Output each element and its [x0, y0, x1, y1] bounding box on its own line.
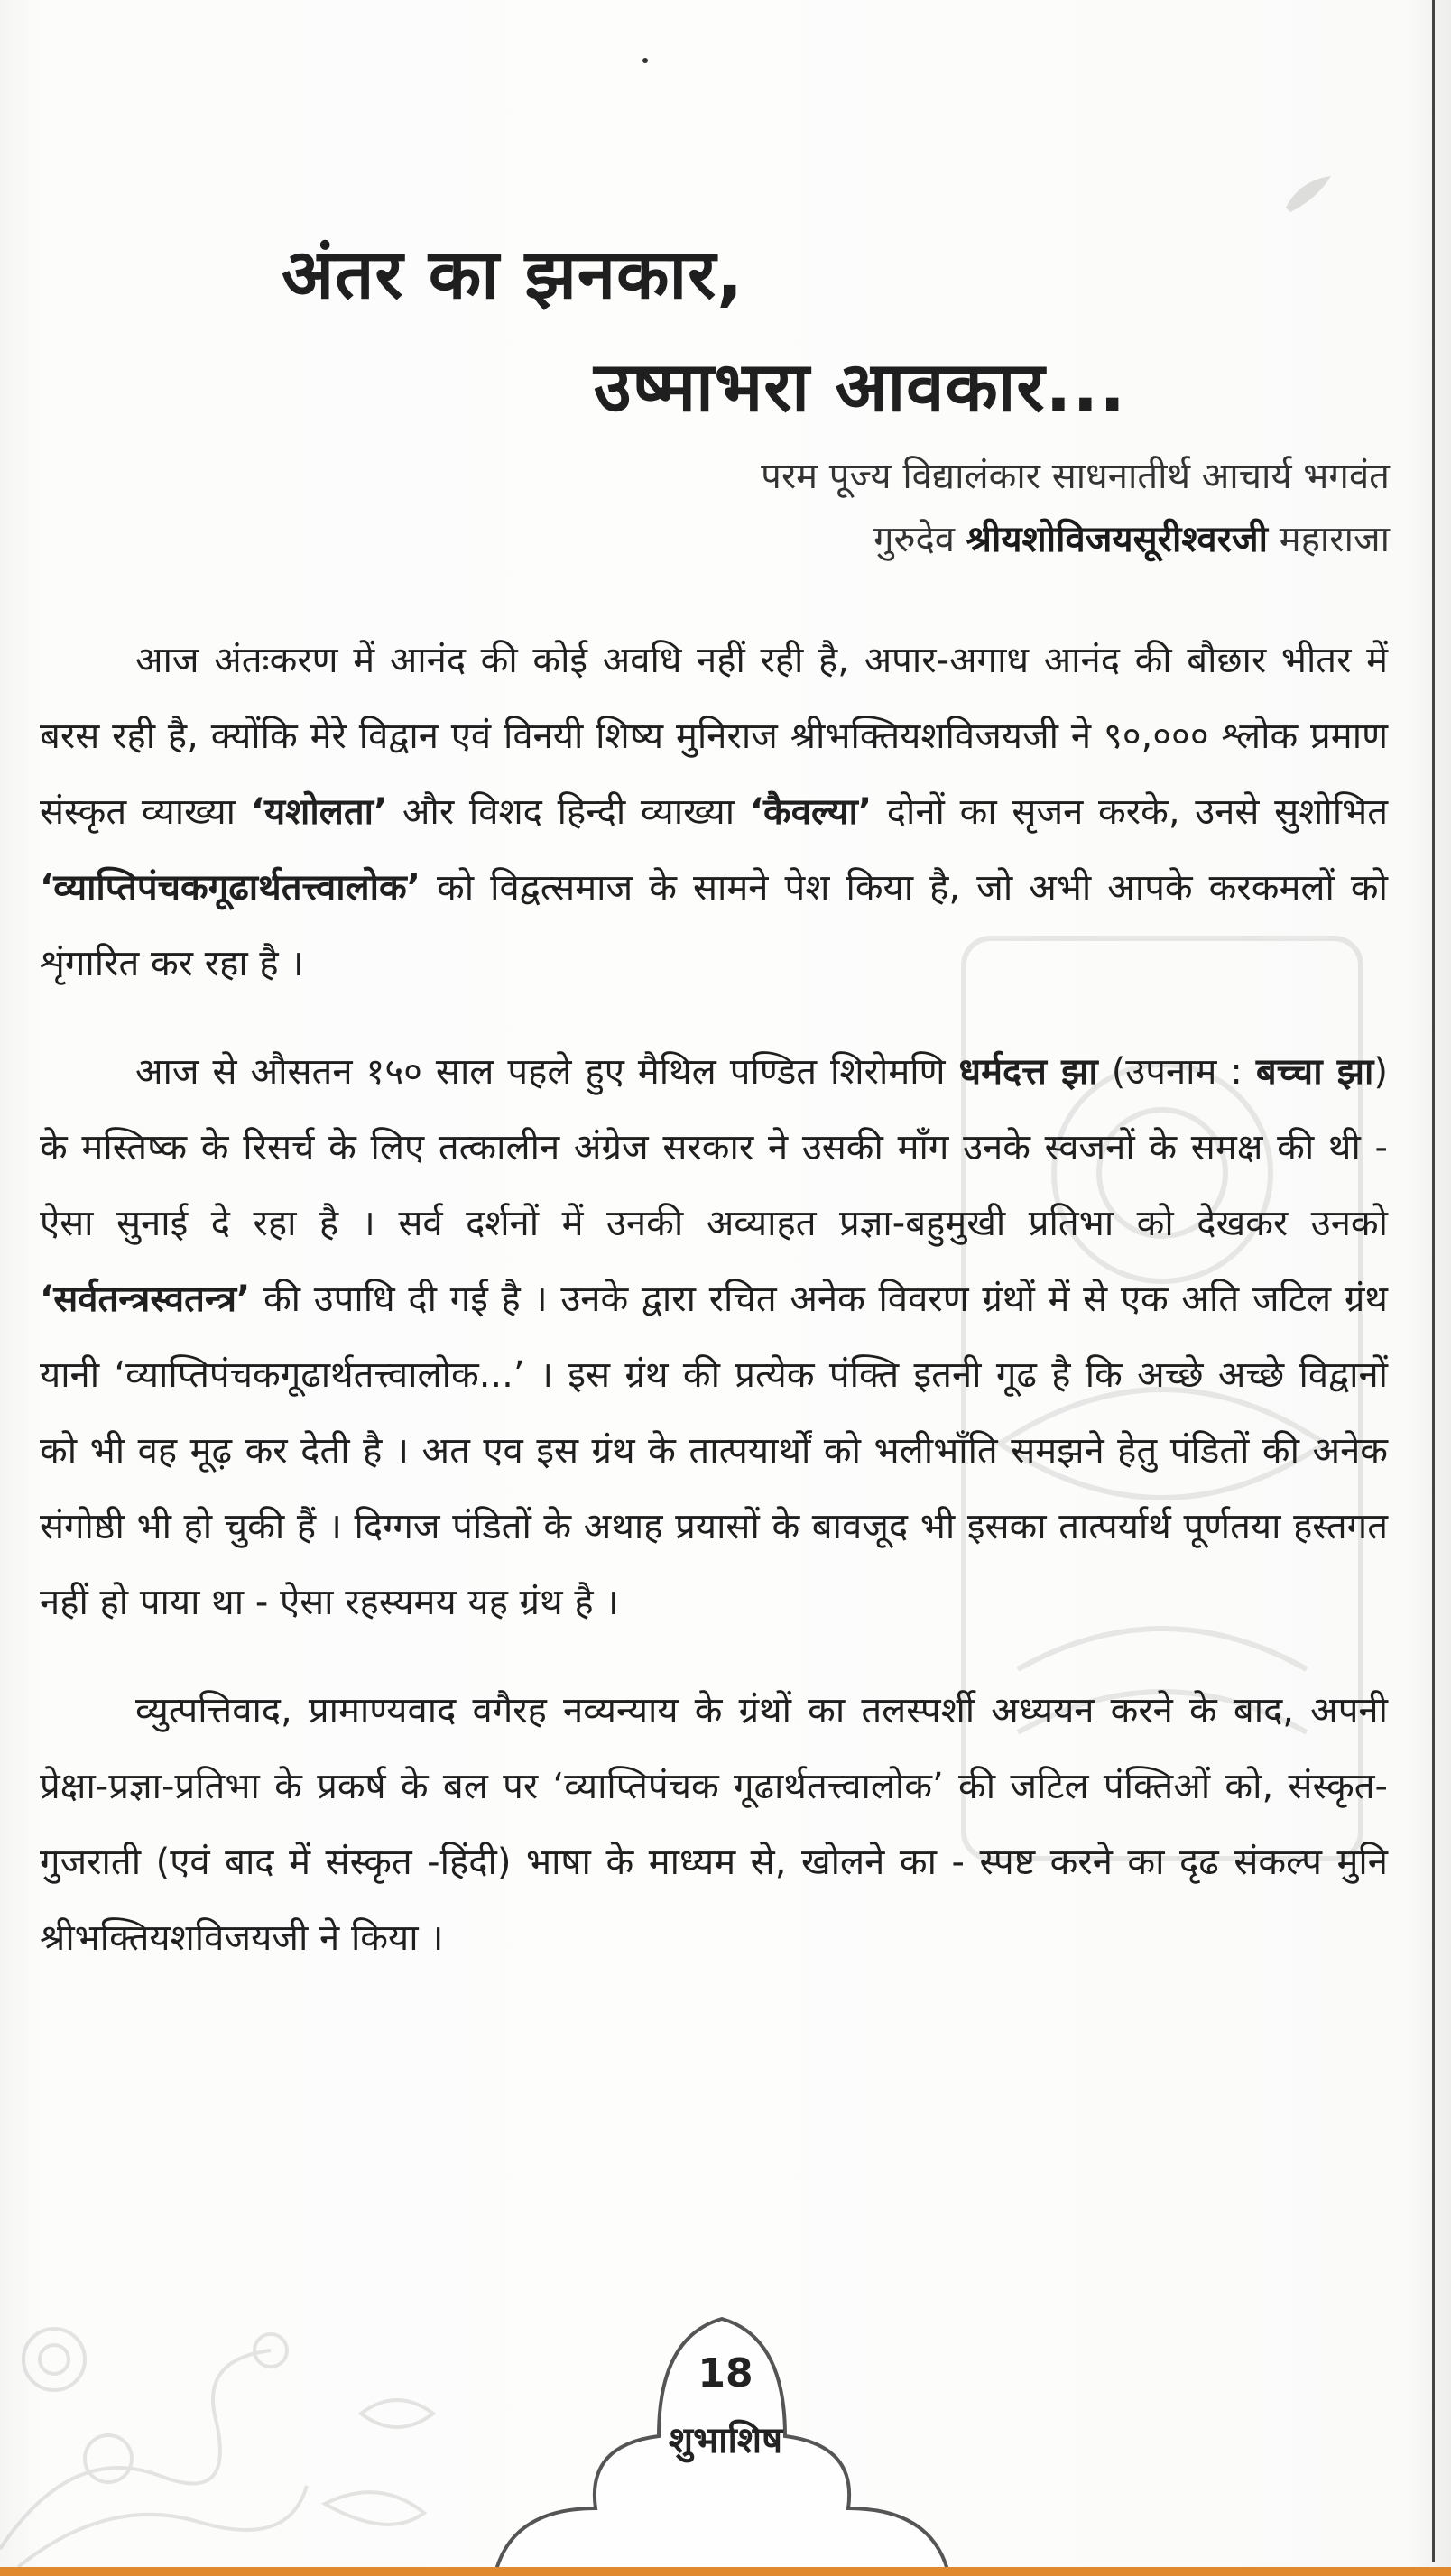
page-number: 18 [698, 2350, 753, 2396]
text-segment: आज से औसतन १५० साल पहले हुए मैथिल पण्डित शिरोमणि [135, 1051, 959, 1093]
page-edge-line [1432, 0, 1435, 2562]
bold-term: बच्चा झा [1255, 1051, 1374, 1093]
paragraph-3 [40, 1673, 1388, 1976]
heading-line-2: उष्माभरा आवकार... [594, 346, 1127, 427]
text-segment: आज अंतःकरण में आनंद की कोई अवधि नहीं रही है, अपार-अगाध आनंद की बौछार भीतर में बरस रही है, क्योंकि मेरे विद्वान एवं विनयी शिष्य मुनिराज श्रीभक्तियशविजयजी ने ९०,००० श्लोक प्रमाण संस्कृत व्याख्या [40, 640, 1388, 833]
text-segment: और विशद हिन्दी व्याख्या [387, 791, 750, 833]
bold-term: ‘सर्वतन्त्रस्वतन्त्र’ [40, 1279, 251, 1320]
paragraph-2 [40, 1034, 1388, 1640]
text-segment: की उपाधि दी गई है । उनके द्वारा रचित अनेक विवरण ग्रंथों में से एक अति जटिल ग्रंथ यानी ‘व्याप्तिपंचकगूढार्थतत्त्वालोक...’ । इस ग्रंथ की प्रत्येक पंक्ति इतनी गूढ है कि अच्छे अच्छे विद्वानों को भी वह मूढ़ कर देती है । अत एव इस ग्रंथ के तात्पयार्थों को भलीभाँति समझने हेतु पंडितों की अनेक संगोष्ठी भी हो चुकी हैं । दिग्गज पंडितों के अथाह प्रयासों के बावजूद भी इसका तात्पर्यार्थ पूर्णतया हस्तगत नहीं हो पाया था - ऐसा रहस्यमय यह ग्रंथ है । [40, 1279, 1388, 1623]
author-prefix: गुरुदेव [873, 519, 955, 560]
text-segment: को विद्वत्समाज के सामने पेश किया है, जो अभी आपके करकमलों को शृंगारित कर रहा है । [40, 867, 1388, 984]
bold-term: ‘यशोलता’ [250, 791, 388, 833]
body-text [40, 623, 1388, 2008]
text-segment: (उपनाम : [1097, 1051, 1256, 1093]
page-label: शुभाशिष [668, 2420, 783, 2461]
author-name: श्रीयशोविजयसूरीश्वरजी [966, 519, 1268, 560]
bottom-color-strip [0, 2567, 1451, 2576]
text-segment: व्युत्पत्तिवाद, प्रामाण्यवाद वगैरह नव्यन्याय के ग्रंथों का तलस्पर्शी अध्ययन करने के बाद, अपनी प्रेक्षा-प्रज्ञा-प्रतिभा के प्रकर्ष के बल पर ‘व्याप्तिपंचक गूढार्थतत्त्वालोक’ की जटिल पंक्तिओं को, संस्कृत-गुजराती (एवं बाद में संस्कृत -हिंदी) भाषा के माध्यम से, खोलने का - स्पष्ट करने का दृढ संकल्प मुनि श्रीभक्तियशविजयजी ने किया । [40, 1690, 1388, 1959]
bold-term: ‘व्याप्तिपंचकगूढार्थतत्त्वालोक’ [40, 867, 421, 909]
text-segment: ) के मस्तिष्क के रिसर्च के लिए तत्कालीन अंग्रेज सरकार ने उसकी माँग उनके स्वजनों के समक्ष की थी - ऐसा सुनाई दे रहा है । सर्व दर्शनों में उनकी अव्याहत प्रज्ञा-बहुमुखी प्रतिभा को देखकर उनको [40, 1051, 1388, 1244]
bold-term: धर्मदत्त झा [958, 1051, 1098, 1093]
author-honorific: परम पूज्य विद्यालंकार साधनातीर्थ आचार्य भगवंत [761, 456, 1390, 497]
text-segment: दोनों का सृजन करके, उनसे सुशोभित [872, 791, 1389, 833]
paragraph-1 [40, 623, 1388, 1002]
bold-term: ‘कैवल्या’ [749, 791, 873, 833]
author-suffix: महाराजा [1279, 519, 1390, 560]
heading-line-1: अंतर का झनकार, [282, 234, 744, 314]
paper-speck [642, 58, 648, 63]
author-name-line [873, 512, 1390, 562]
paper-smudge [1281, 171, 1335, 217]
